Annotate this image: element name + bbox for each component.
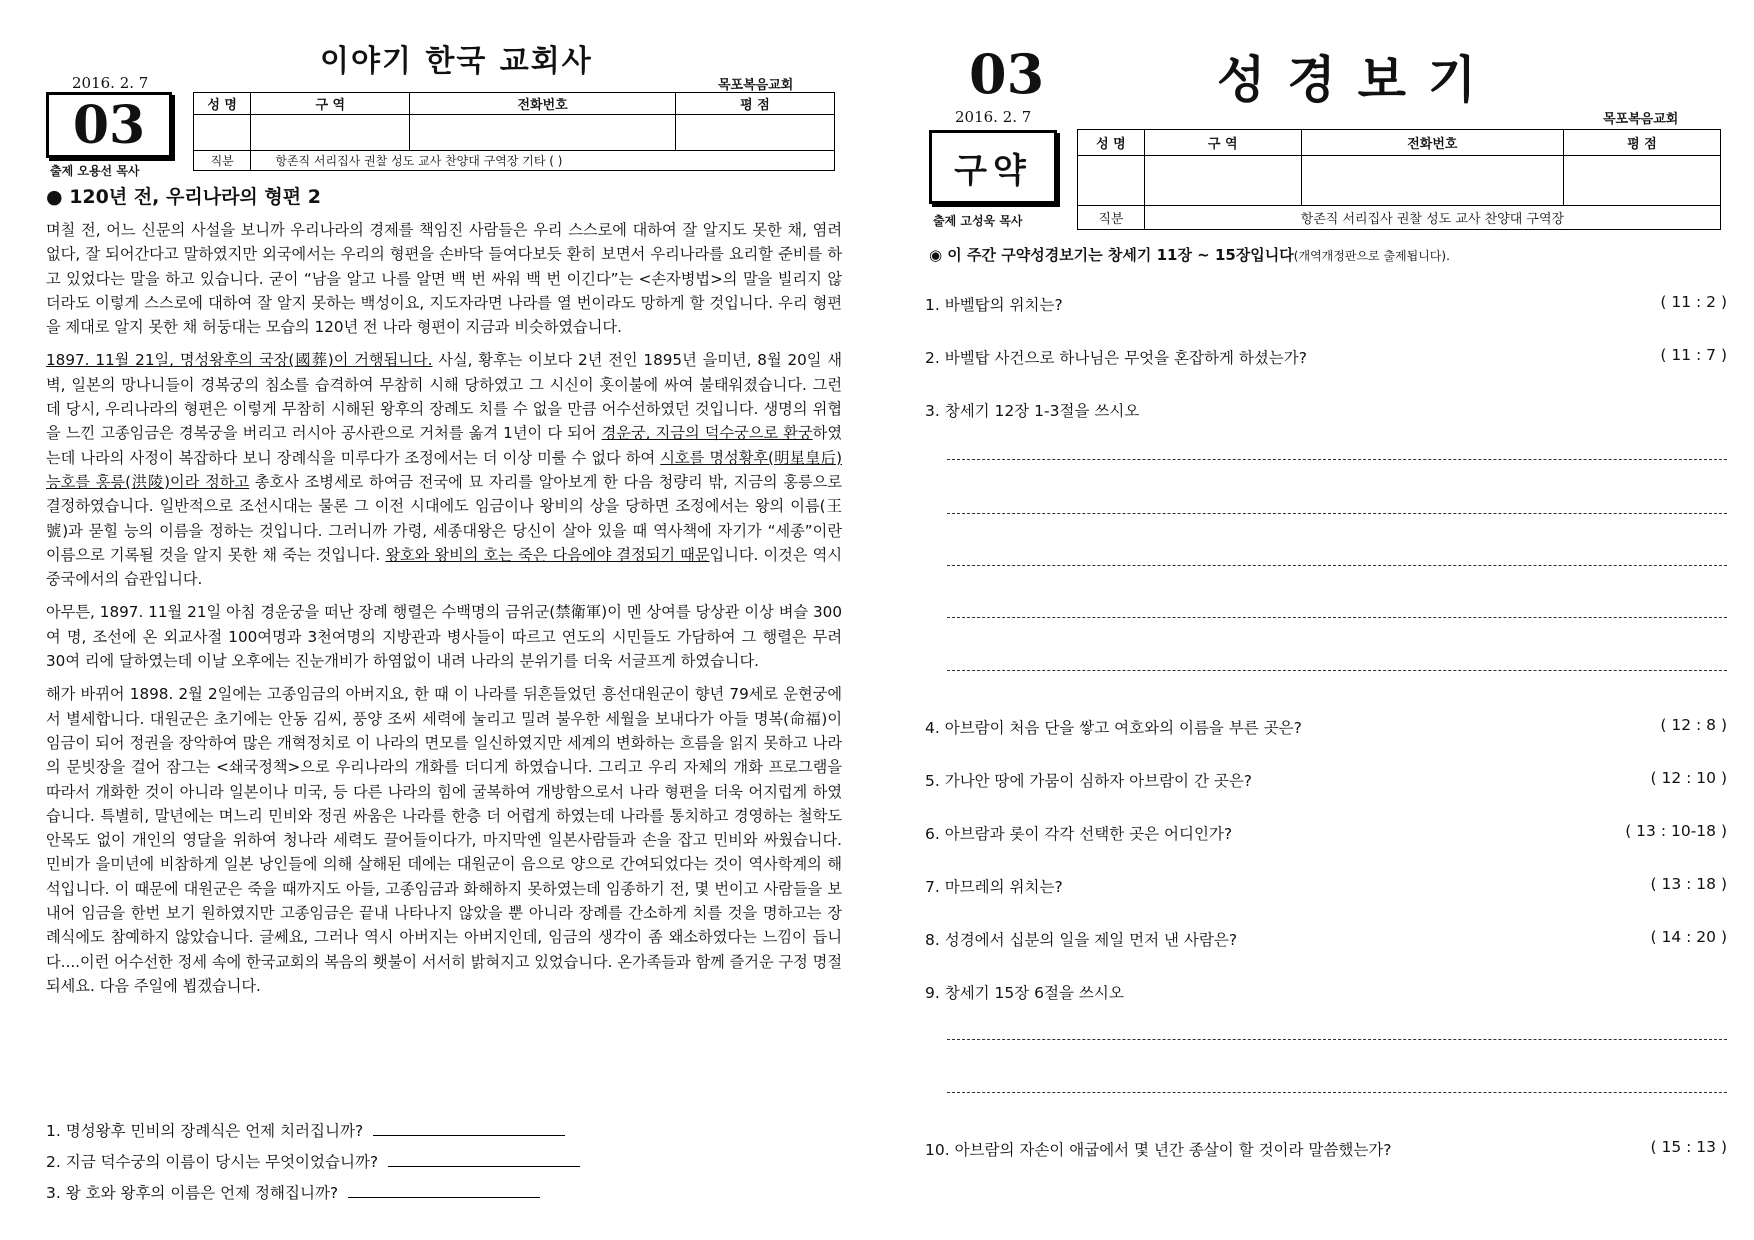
header-score: 평 점 <box>675 93 834 115</box>
answer-line[interactable] <box>947 513 1727 514</box>
underline-1: 1897. 11월 21일, 명성왕후의 국장(國葬)이 거행됩니다. <box>46 351 433 370</box>
question-row <box>925 822 1727 844</box>
right-page <box>877 0 1754 1240</box>
question-text: 6. 아브람과 롯이 각각 선택한 곳은 어디인가? <box>925 825 1233 843</box>
question-ref: ( 11 : 7 ) <box>1660 346 1727 364</box>
notice-note: (개역개정판으로 출제됩니다). <box>1293 249 1450 263</box>
underline-2: 경운궁, 지금의 덕수궁으로 환궁 <box>601 424 813 443</box>
question-text: 4. 아브람이 처음 단을 쌓고 여호와의 이름을 부른 곳은? <box>925 719 1302 737</box>
header-name: 성 명 <box>194 93 251 115</box>
phone-field[interactable] <box>1301 156 1563 206</box>
right-date: 2016. 2. 7 <box>955 108 1032 126</box>
question-ref: ( 14 : 20 ) <box>1650 928 1727 946</box>
left-page-title: 이야기 한국 교회사 <box>320 44 593 79</box>
quiz-question: 1. 명성왕후 민비의 장례식은 언제 치러집니까? <box>46 1122 364 1140</box>
answer-line[interactable] <box>947 670 1727 671</box>
phone-field[interactable] <box>410 115 676 151</box>
text-2a: 사실, 황후는 이보다 2년 전인 1895년 을미년, 8월 20일 새벽, 일본의 망나니들이 경복궁의 침소를 습격하여 무참히 시해 당하였고 그 시신이 홋이불에 싸여 불태워졌습니다. 그런데 당시, 우리나라의 형편은 이렇게 무참히 시해된 왕후의 장례도 치를 수 없을 만큼 어수선하였던 것입니다. 생명의 위협을 느낀 고종임금은 경복궁을 버리고 러시아 공사관으로 거처를 옮겨 1년이 다 되어 <box>46 351 842 443</box>
question-text: 10. 아브람의 자손이 애굽에서 몇 년간 종살이 할 것이라 말씀했는가? <box>925 1141 1392 1159</box>
question-row <box>925 399 1727 421</box>
underline-3: 시호를 명성황후(明星皇后) 능호를 홍릉(洪陵)이라 정하고 <box>46 448 842 491</box>
question-text: 9. 창세기 15장 6절을 쓰시오 <box>925 984 1124 1002</box>
right-church-name: 목포복음교회 <box>1603 112 1679 127</box>
question-ref: ( 13 : 18 ) <box>1650 875 1727 893</box>
question-ref: ( 12 : 8 ) <box>1660 716 1727 734</box>
testament-box <box>929 130 1057 204</box>
left-date: 2016. 2. 7 <box>72 74 149 92</box>
district-field[interactable] <box>1144 156 1301 206</box>
right-info-table <box>1077 129 1721 230</box>
question-row <box>925 346 1727 368</box>
answer-line[interactable] <box>947 1039 1727 1040</box>
paragraph-2 <box>46 348 842 591</box>
header-district: 구 역 <box>1144 130 1301 156</box>
question-ref: ( 13 : 10-18 ) <box>1625 822 1727 840</box>
right-author: 출제 고성욱 목사 <box>933 214 1023 228</box>
question-text: 2. 바벨탑 사건으로 하나님은 무엇을 혼잡하게 하셨는가? <box>925 349 1307 367</box>
notice-text: ◉ 이 주간 구약성경보기는 창세기 11장 ~ 15장입니다 <box>929 246 1294 264</box>
question-text: 1. 바벨탑의 위치는? <box>925 296 1063 314</box>
text-2d: 입니다. 이것은 역시 중국에서의 습관입니다. <box>46 545 842 589</box>
score-field[interactable] <box>675 115 834 151</box>
weekly-notice <box>929 244 1450 265</box>
answer-line[interactable] <box>947 459 1727 460</box>
answer-line[interactable] <box>947 565 1727 566</box>
question-ref: ( 11 : 2 ) <box>1660 293 1727 311</box>
question-ref: ( 12 : 10 ) <box>1650 769 1727 787</box>
score-field[interactable] <box>1564 156 1721 206</box>
quiz-item <box>46 1150 686 1172</box>
testament-label: 구약 <box>954 150 1032 191</box>
paragraph-4: 해가 바뀌어 1898. 2월 2일에는 고종임금의 아버지요, 한 때 이 나라를 뒤흔들었던 흥선대원군이 향년 79세로 운현궁에서 별세합니다. 대원군은 초기에는 안동 김씨, 풍양 조씨 세력에 눌리고 밀려 불우한 세월을 보내다가 아들 명복(命福)이 임금이 되어 정권을 장악하여 많은 개혁정치로 이 나라의 면모를 일신하였지만 세계의 변화하는 흐름을 읽지 못하고 나라의 문빗장을 걸어 잠그는 <쇄국정책>으로 우리나라의 개화를 더디게 하였습니다. 그리고 우리 자체의 개화 프로그램을 따라서 개화한 것이 아니라 일본이나 미국, 등 다른 나라의 힘에 굴복하여 개방함으로서 나라 형편을 더욱 어지럽게 하였습니다. 특별히, 말년에는 며느리 민비와 정권 싸움은 나라를 한층 더 어렵게 하였는데 나라를 통치하고 경영하는 철학도 안목도 없이 개인의 영달을 위하여 청나라 세력도 끌어들이다가, 마지막엔 일본사람들과 손을 잡고 민비와 싸웠습니다. 민비가 을미년에 비참하게 일본 낭인들에 의해 살해된 데에는 대원군이 음으로 양으로 간여되었다는 것이 역사학계의 해석입니다. 이 때문에 대원군은 죽을 때까지도 아들, 고종임금과 화해하지 못하였는데 임종하기 전, 몇 번이고 사람들을 보내어 임금을 한번 보기 원하였지만 고종임금은 끝내 나타나지 않았을 뿐 아니라 장례를 간소하게 치를 것을 명하고는 장례식에도 참예하지 않았습니다. 글쎄요, 그러나 역시 아버지는 아버지인데, 임금의 생각이 좀 왜소하였다는 느낌이 듭니다....이런 어수선한 정세 속에 한국교회의 복음의 횃불이 서서히 밝혀지고 있었습니다. 온가족들과 함께 즐거운 구정 명절되세요. 다음 주일에 뵙겠습니다. <box>46 685 842 995</box>
question-row <box>925 1138 1727 1160</box>
question-row <box>925 293 1727 315</box>
name-field[interactable] <box>1078 156 1145 206</box>
role-label: 직분 <box>194 151 251 171</box>
header-phone: 전화번호 <box>1301 130 1563 156</box>
paragraph-1: 며칠 전, 어느 신문의 사설을 보니까 우리나라의 경제를 책임진 사람들은 우리 스스로에 대하여 잘 알지도 못한 채, 염려 없다, 잘 되어간다고 말하였지만 외국에서는 우리의 형편을 손바닥 들여다보듯 환히 보면서 우리나라를 요리할 준비를 하고 있었다는 말을 하고 있습니다. 굳이 “남을 알고 나를 알면 백 번 싸워 백 번 이긴다”는 <손자병법>의 말을 빌리지 않더라도 이렇게 스스로에 대하여 잘 알지 못하는 백성이요, 지도자라면 나라를 열 번이라도 망하게 할 것입니다. 우리 형편을 제대로 알지 못한 채 허둥대는 모습의 120년 전 나라 형편이 지금과 비슷하였습니다. <box>46 221 842 337</box>
right-page-title: 성경보기 <box>1217 50 1499 109</box>
district-field[interactable] <box>251 115 410 151</box>
question-row <box>925 875 1727 897</box>
quiz-question: 3. 왕 호와 왕후의 이름은 언제 정해집니까? <box>46 1184 339 1202</box>
text-2c: 총호사 조병세로 하여금 전국에 묘 자리를 알아보게 한 다음 청량리 밖, 지금의 홍릉으로 결정하였습니다. 일반적으로 조선시대는 물론 그 이전 시대에도 임금이나 왕비의 상을 당하면 조정에서는 왕의 이름(王號)과 묻힐 능의 이름을 정하는 것입니다. 그러니까 가령, 세종대왕은 당신이 살아 있을 때 역사책에 자기가 “세종”이란 이름으로 기록될 것을 알지 못한 채 죽는 것입니다. <box>46 472 843 564</box>
header-name: 성 명 <box>1078 130 1145 156</box>
question-row <box>925 716 1727 738</box>
quiz-question: 2. 지금 덕수궁의 이름이 당시는 무엇이었습니까? <box>46 1153 379 1171</box>
quiz-item <box>46 1119 686 1141</box>
answer-blank[interactable] <box>373 1122 565 1136</box>
left-issue-number: 03 <box>46 92 172 158</box>
header-score: 평 점 <box>1564 130 1721 156</box>
underline-4: 왕호와 왕비의 호는 죽은 다음에야 결정되기 때문 <box>385 545 710 564</box>
question-text: 5. 가나안 땅에 가뭄이 심하자 아브람이 간 곳은? <box>925 772 1253 790</box>
right-issue-number: 03 <box>969 42 1045 106</box>
role-options[interactable]: 항존직 서리집사 권찰 성도 교사 찬양대 구역장 <box>1144 206 1720 230</box>
question-row <box>925 981 1727 1003</box>
role-options[interactable]: 항존직 서리집사 권찰 성도 교사 찬양대 구역장 기타 ( ) <box>251 151 835 171</box>
question-row <box>925 769 1727 791</box>
paragraph-3: 아무튼, 1897. 11월 21일 아침 경운궁을 떠난 장례 행렬은 수백명의 금위군(禁衛軍)이 멘 상여를 당상관 이상 벼슬 300여 명, 조선에 온 외교사절 100여명과 3천여명의 지방관과 병사들이 따르고 연도의 시민들도 가담하여 그 행렬은 무려 30여 리에 달하였는데 이날 오후에는 진눈개비가 하염없이 내려 나라의 분위기를 더욱 서글프게 하였습니다. <box>46 603 842 671</box>
quiz-item <box>46 1181 686 1203</box>
left-article-body <box>46 218 842 1007</box>
question-row <box>925 928 1727 950</box>
left-church-name: 목포복음교회 <box>718 78 794 93</box>
header-phone: 전화번호 <box>410 93 676 115</box>
text-2b: 하였는데 나라의 사정이 복잡하다 보니 장례식을 미루다가 조정에서는 더 이상 미룰 수 없다 하여 <box>46 424 842 467</box>
answer-line[interactable] <box>947 617 1727 618</box>
left-section-heading: ● 120년 전, 우리나라의 형편 2 <box>46 186 321 208</box>
header-district: 구 역 <box>251 93 410 115</box>
name-field[interactable] <box>194 115 251 151</box>
question-text: 8. 성경에서 십분의 일을 제일 먼저 낸 사람은? <box>925 931 1238 949</box>
question-ref: ( 15 : 13 ) <box>1650 1138 1727 1156</box>
question-text: 7. 마므레의 위치는? <box>925 878 1063 896</box>
role-label: 직분 <box>1078 206 1145 230</box>
left-author: 출제 오용선 목사 <box>50 164 140 178</box>
answer-line[interactable] <box>947 1092 1727 1093</box>
left-info-table <box>193 92 835 171</box>
answer-blank[interactable] <box>388 1153 580 1167</box>
question-text: 3. 창세기 12장 1-3절을 쓰시오 <box>925 402 1140 420</box>
answer-blank[interactable] <box>348 1184 540 1198</box>
